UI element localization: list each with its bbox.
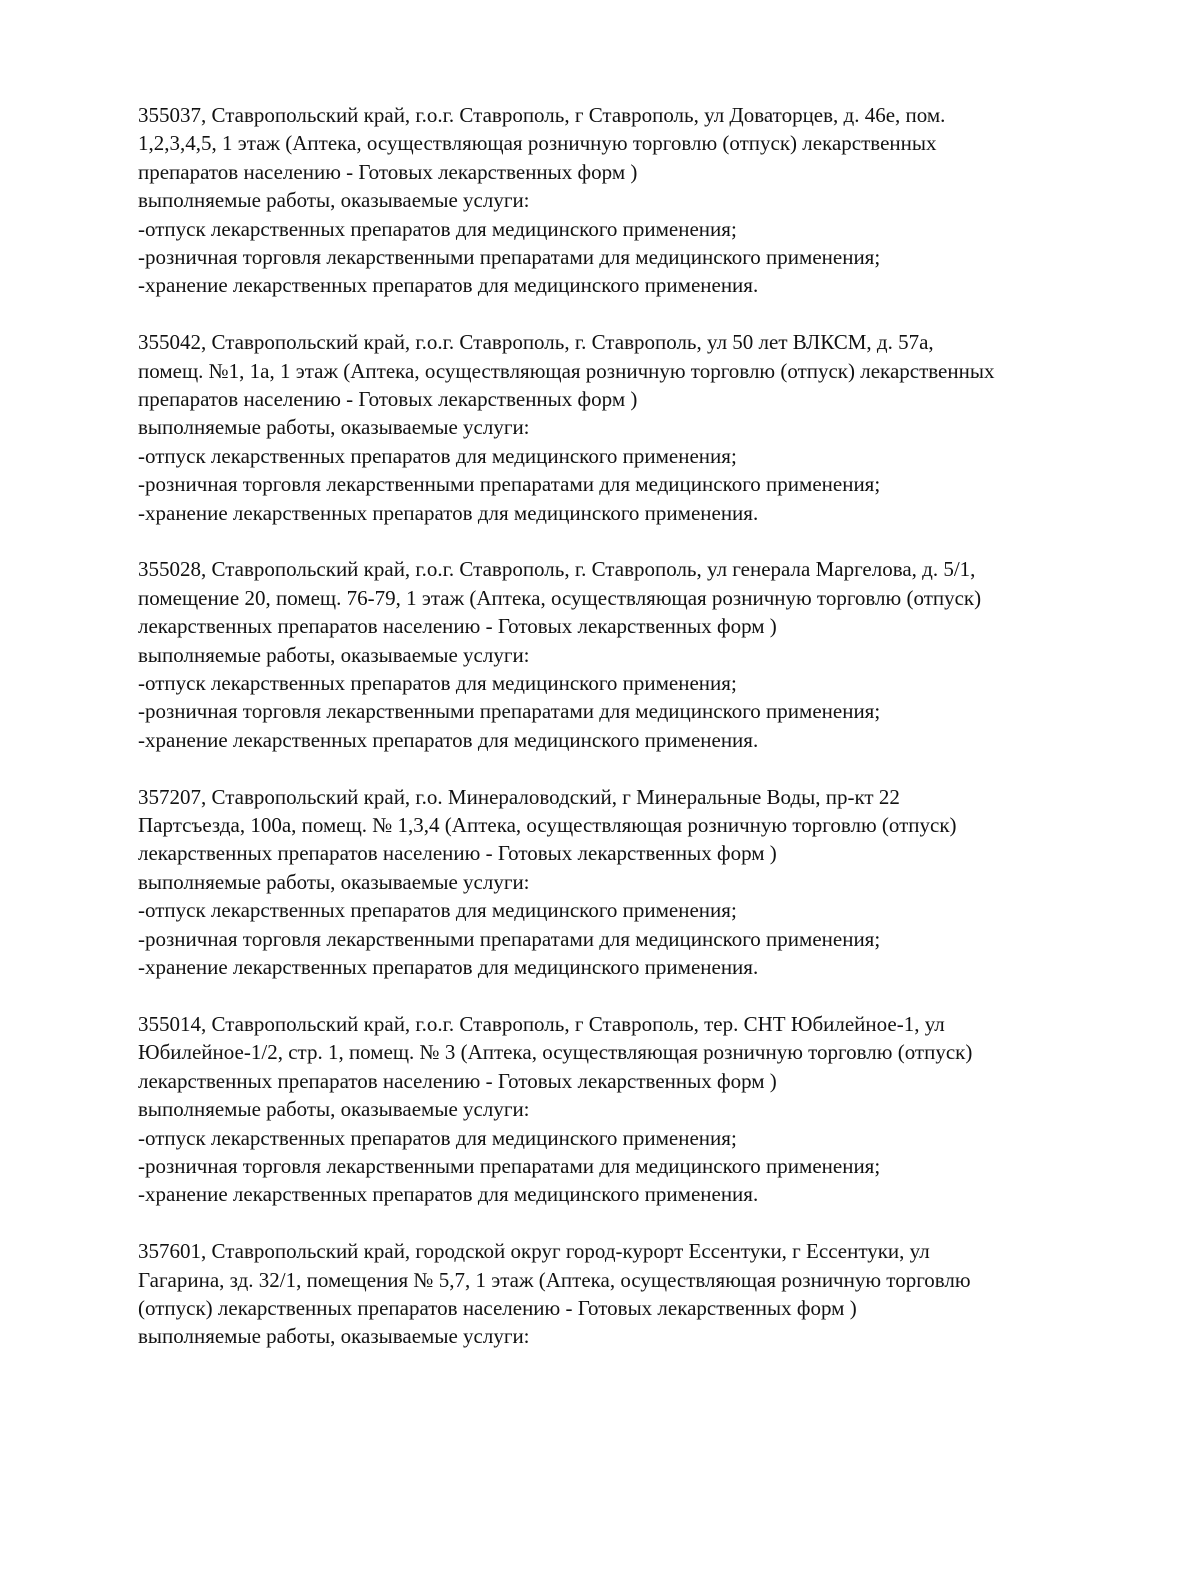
service-item: -розничная торговля лекарственными препаратами для медицинского применения; — [138, 244, 881, 269]
address-line: Партсъезда, 100а, помещ. № 1,3,4 (Аптека, осуществляющая розничную торговлю (отпуск) — [138, 813, 957, 838]
services-header: выполняемые работы, оказываемые услуги: — [138, 642, 530, 667]
pharmacy-entry — [138, 555, 1138, 754]
service-item: -розничная торговля лекарственными препаратами для медицинского применения; — [138, 472, 881, 497]
address-line: Юбилейное-1/2, стр. 1, помещ. № 3 (Аптека, осуществляющая розничную торговлю (отпуск) — [138, 1040, 973, 1065]
address-line: 355014, Ставропольский край, г.о.г. Ставрополь, г Ставрополь, тер. СНТ Юбилейное-1, ул — [138, 1011, 945, 1036]
address-line: 355042, Ставропольский край, г.о.г. Ставрополь, г. Ставрополь, ул 50 лет ВЛКСМ, д. 57а, — [138, 330, 934, 355]
document-page — [138, 101, 1138, 1379]
address-line: 355028, Ставропольский край, г.о.г. Ставрополь, г. Ставрополь, ул генерала Маргелова, д. 5/1, — [138, 557, 976, 582]
address-line: 1,2,3,4,5, 1 этаж (Аптека, осуществляющая розничную торговлю (отпуск) лекарственных — [138, 131, 937, 156]
pharmacy-entry — [138, 328, 1138, 527]
service-item: -хранение лекарственных препаратов для медицинского применения. — [138, 955, 759, 980]
service-item: -хранение лекарственных препаратов для медицинского применения. — [138, 500, 759, 525]
services-header: выполняемые работы, оказываемые услуги: — [138, 415, 530, 440]
services-header: выполняемые работы, оказываемые услуги: — [138, 188, 530, 213]
pharmacy-entry — [138, 783, 1138, 982]
address-line: помещение 20, помещ. 76-79, 1 этаж (Аптека, осуществляющая розничную торговлю (отпуск) — [138, 585, 982, 610]
address-line: 357207, Ставропольский край, г.о. Минераловодский, г Минеральные Воды, пр-кт 22 — [138, 784, 900, 809]
address-line: лекарственных препаратов населению - Готовых лекарственных форм ) — [138, 614, 777, 639]
address-line: помещ. №1, 1а, 1 этаж (Аптека, осуществляющая розничную торговлю (отпуск) лекарственных — [138, 358, 995, 383]
service-item: -розничная торговля лекарственными препаратами для медицинского применения; — [138, 699, 881, 724]
service-item: -отпуск лекарственных препаратов для медицинского применения; — [138, 443, 737, 468]
service-item: -отпуск лекарственных препаратов для медицинского применения; — [138, 1125, 737, 1150]
service-item: -отпуск лекарственных препаратов для медицинского применения; — [138, 216, 737, 241]
services-header: выполняемые работы, оказываемые услуги: — [138, 869, 530, 894]
service-item: -хранение лекарственных препаратов для медицинского применения. — [138, 1182, 759, 1207]
address-line: 355037, Ставропольский край, г.о.г. Ставрополь, г Ставрополь, ул Доваторцев, д. 46е, пом. — [138, 103, 946, 127]
service-item: -хранение лекарственных препаратов для медицинского применения. — [138, 727, 759, 752]
address-line: лекарственных препаратов населению - Готовых лекарственных форм ) — [138, 1068, 777, 1093]
service-item: -отпуск лекарственных препаратов для медицинского применения; — [138, 671, 737, 696]
address-line: препаратов населению - Готовых лекарственных форм ) — [138, 159, 638, 184]
pharmacy-entry — [138, 1010, 1138, 1209]
address-line: лекарственных препаратов населению - Готовых лекарственных форм ) — [138, 841, 777, 866]
pharmacy-entry — [138, 101, 1138, 300]
address-line: Гагарина, зд. 32/1, помещения № 5,7, 1 этаж (Аптека, осуществляющая розничную торговлю — [138, 1267, 971, 1292]
service-item: -хранение лекарственных препаратов для медицинского применения. — [138, 273, 759, 298]
service-item: -розничная торговля лекарственными препаратами для медицинского применения; — [138, 1153, 881, 1178]
pharmacy-entry — [138, 1237, 1138, 1351]
service-item: -отпуск лекарственных препаратов для медицинского применения; — [138, 898, 737, 923]
address-line: (отпуск) лекарственных препаратов населению - Готовых лекарственных форм ) — [138, 1295, 857, 1320]
services-header: выполняемые работы, оказываемые услуги: — [138, 1324, 530, 1349]
address-line: 357601, Ставропольский край, городской округ город-курорт Ессентуки, г Ессентуки, ул — [138, 1239, 930, 1264]
address-line: препаратов населению - Готовых лекарственных форм ) — [138, 387, 638, 412]
service-item: -розничная торговля лекарственными препаратами для медицинского применения; — [138, 926, 881, 951]
services-header: выполняемые работы, оказываемые услуги: — [138, 1097, 530, 1122]
